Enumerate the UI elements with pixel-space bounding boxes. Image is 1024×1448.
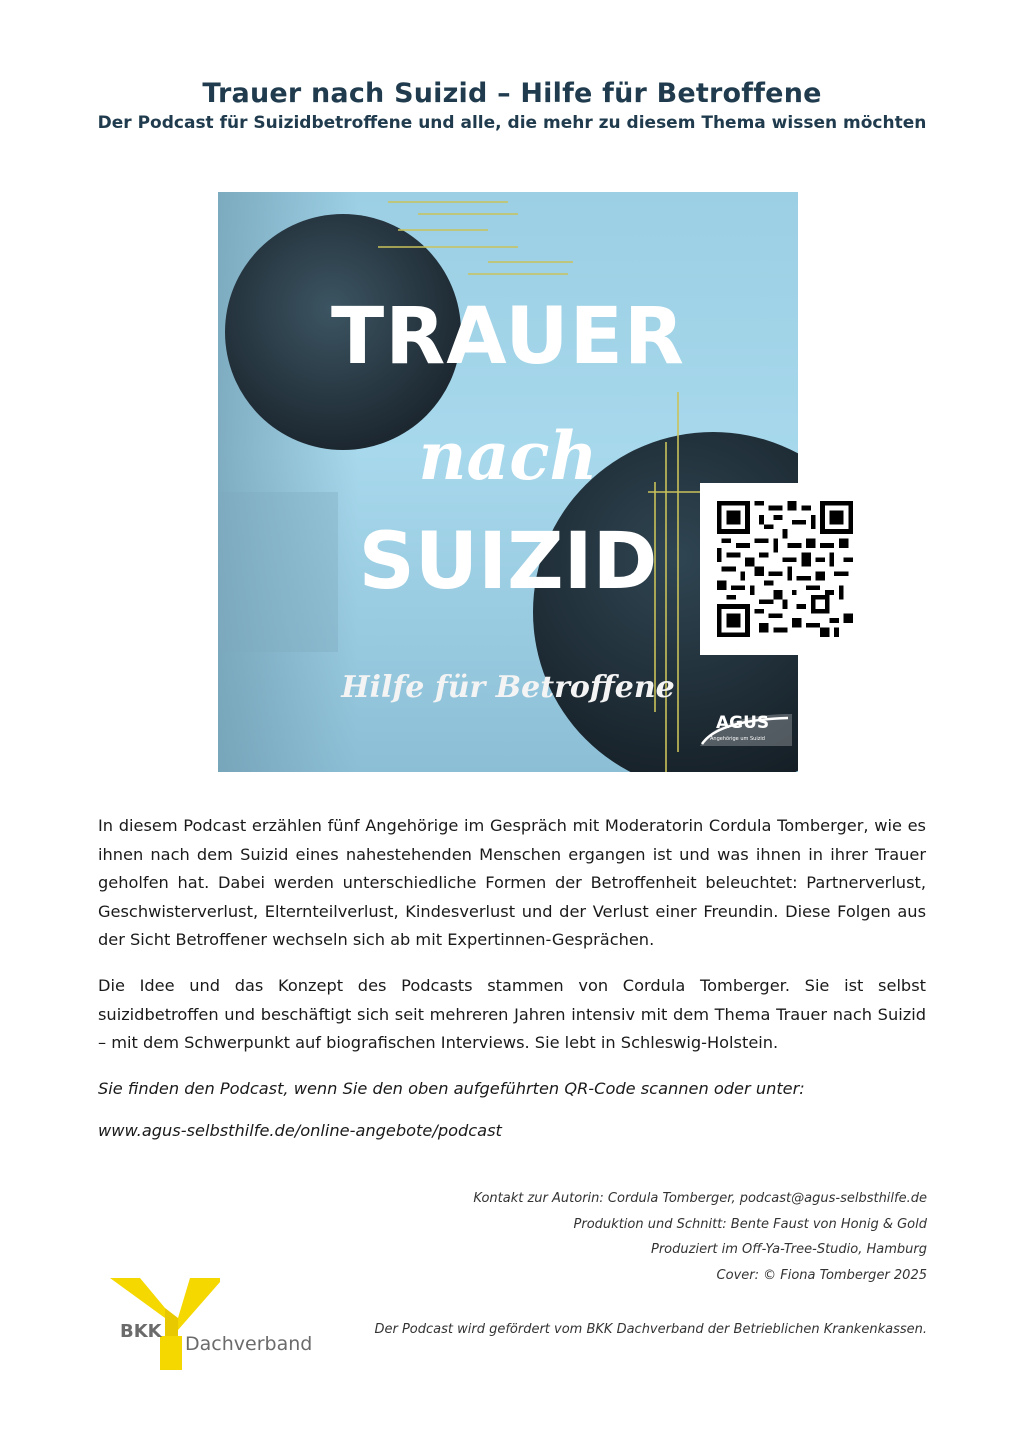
cover-title-trauer: TRAUER — [331, 292, 685, 382]
funding-note: Der Podcast wird gefördert vom BKK Dachverband der Betrieblichen Krankenkassen. — [374, 1322, 927, 1337]
cover-tagline: Hilfe für Betroffene — [341, 670, 675, 705]
podcast-cover — [218, 192, 798, 772]
credit-studio: Produziert im Off-Ya-Tree-Studio, Hamburg — [651, 1242, 927, 1257]
page-subtitle: Der Podcast für Suizidbetroffene und alle, die mehr zu diesem Thema wissen möchten — [97, 113, 927, 133]
credits-block — [473, 1186, 927, 1288]
agus-logo-text: AGUS — [716, 713, 770, 733]
qr-code[interactable] — [700, 483, 870, 655]
cover-title-nach: nach — [418, 417, 598, 495]
podcast-url-link[interactable]: www.agus-selbsthilfe.de/online-angebote/podcast — [98, 1121, 502, 1140]
agus-logo-subtext: Angehörige um Suizid — [710, 736, 765, 742]
credit-cover: Cover: © Fiona Tomberger 2025 — [716, 1267, 927, 1283]
author-paragraph: Die Idee und das Konzept des Podcasts stammen von Cordula Tomberger. Sie ist selbst suizidbetroffen und beschäftigt sich seit mehreren Jahren intensiv mit dem Thema Trauer nach Suizid – mit dem Schwerpunkt auf biografischen Interviews. Sie lebt in Schleswig-Holstein. — [98, 976, 926, 1053]
credit-contact: Kontakt zur Autorin: Cordula Tomberger, podcast@agus-selbsthilfe.de — [473, 1191, 927, 1206]
credit-production: Produktion und Schnitt: Bente Faust von Honig & Gold — [573, 1216, 927, 1232]
qr-code-icon — [717, 499, 853, 639]
bkk-logo-name: BKK — [120, 1321, 162, 1342]
intro-paragraph: In diesem Podcast erzählen fünf Angehörige im Gespräch mit Moderatorin Cordula Tomberger, wie es ihnen nach dem Suizid eines nahestehenden Menschen ergangen ist und was ihnen in ihrer Trauer geholfen hat. Dabei werden unterschiedliche Formen der Betroffenheit beleuchtet: Partnerverlust, Geschwisterverlust, Elternteilverlust, Kindesverlust und der Verlust einer Freundin. Diese Folgen aus der Sicht Betroffener wechseln sich ab mit Expertinnen-Gesprächen. — [98, 816, 926, 950]
page-title: Trauer nach Suizid – Hilfe für Betroffene — [202, 78, 822, 109]
bkk-logo-subtitle: Dachverband — [185, 1333, 313, 1355]
cover-title-suizid: SUIZID — [358, 517, 658, 607]
find-podcast-text: Sie finden den Podcast, wenn Sie den oben aufgeführten QR-Code scannen oder unter: — [98, 1079, 805, 1098]
